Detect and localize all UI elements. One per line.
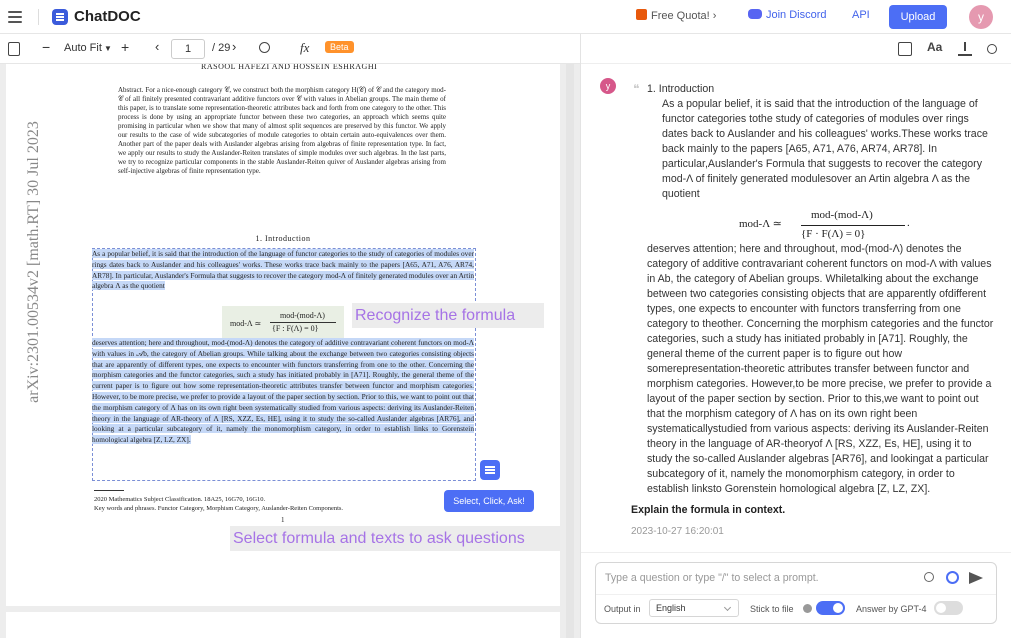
join-discord-link[interactable]: [748, 9, 827, 21]
language-select[interactable]: English: [649, 599, 739, 617]
user-avatar[interactable]: y: [969, 5, 993, 29]
pdf-next-page[interactable]: [6, 612, 560, 638]
beta-badge: Beta: [325, 41, 354, 53]
page-input[interactable]: 1: [171, 39, 205, 59]
quoted-text-1: [647, 82, 993, 202]
para1-text: As a popular belief, it is said that the introduction of the language of functor categories to the study of categories of modules over rings dates back to Auslander and his colleagues' works. These works trace back mainly to the papers [A65, A71, A76, AR74, AR78]. In particular, Auslander's Formula that suggests to recover the category mod-Λ of finitely generated modules over an Artin algebra Λ as the quotient: [92, 249, 474, 291]
zoom-select[interactable]: Auto Fit: [64, 42, 102, 54]
highlighted-paragraph-1[interactable]: [92, 249, 474, 303]
recognize-formula-callout: Recognize the formula: [352, 303, 544, 328]
gpt4-toggle[interactable]: [934, 601, 963, 615]
gear-icon[interactable]: [946, 571, 959, 584]
divider: [38, 9, 39, 25]
chatdoc-logo-icon: [52, 9, 68, 25]
ask-chat-icon[interactable]: [480, 460, 500, 480]
math-numerator: mod-(mod-Λ): [811, 209, 873, 221]
pdf-viewer[interactable]: [0, 64, 580, 638]
upload-button[interactable]: Upload: [889, 5, 947, 29]
message-timestamp: 2023-10-27 16:20:01: [631, 526, 724, 537]
pdf-page[interactable]: [6, 64, 560, 606]
arxiv-stamp-text: arXiv:2301.00534v2 [math.RT] 30 Jul 2023: [25, 121, 42, 403]
app-name: ChatDOC: [74, 8, 141, 25]
chat-divider: [581, 552, 1011, 553]
math-fraction-bar: [801, 225, 905, 226]
input-divider: [596, 594, 996, 595]
footnote-rule: [94, 490, 124, 491]
quote-icon: ❝: [633, 82, 640, 96]
formula-denominator: {F : F(Λ) = 0}: [272, 324, 319, 333]
authors: RASOOL HAFEZI AND HOSSEIN ESHRAGHI: [201, 64, 378, 71]
chat-panel[interactable]: [581, 64, 1011, 542]
footnote-msc: 2020 Mathematics Subject Classification. 18A25, 16G70, 16G10.: [94, 496, 266, 503]
stick-to-file-toggle[interactable]: [816, 601, 845, 615]
font-size-icon[interactable]: Aa: [927, 40, 943, 54]
para2-text: deserves attention; here and throughout, mod-(mod-Λ) denotes the category of additive contravariant coherent functors on mod-Λ with values in 𝒜b, the category of Abelian groups. While talking about the exchange between two categories consisting objects that are apparently of different types, one expects to encounter with functors transferring from one to the other. Concerning the morphism categories and the functor categories, such a study has initiated probably in [A71]. Roughly, the general theme of the current paper is to figure out how some representation-theoretic attributes transfer between functor and morphism categories. However, to be more precise, we prefer to provide a layout of the paper section by section. Prior to this, we want to point out that the morphism category of Λ has on its own right been systematically studied from various aspects: deriving its Auslander-Reiten theory in the language of AR-theory of Λ [RS, XZZ, Es, HE], using it to study the so-called Auslander algebras [AR76], and looking at a particular subcategory of it, namely the monomorphism category, in order to establish links to Gorenstein homological algebra [Z, LZ, ZX].: [92, 338, 474, 445]
pdf-scrollbar[interactable]: [566, 64, 574, 638]
zoom-in-icon[interactable]: +: [121, 39, 130, 55]
info-icon[interactable]: [803, 604, 812, 613]
search-icon[interactable]: [259, 42, 270, 53]
stick-to-file-label: Stick to file: [750, 604, 794, 614]
math-lhs: mod-Λ ≃: [739, 218, 782, 230]
next-page-icon[interactable]: ›: [232, 39, 237, 54]
question-input[interactable]: Type a question or type "/" to select a prompt.: [605, 572, 819, 584]
chat-toolbar: [581, 34, 1011, 64]
download-icon[interactable]: [958, 42, 972, 56]
lightbulb-icon[interactable]: [924, 572, 934, 582]
discord-icon: [748, 9, 762, 19]
question-input-box[interactable]: [595, 562, 997, 624]
page-total: / 29: [212, 42, 231, 54]
menu-icon[interactable]: [8, 11, 22, 23]
quoted-text-2: deserves attention; here and throughout, mod-(mod-Λ) denotes the category of additive contravariant coherent functors on mod-Λ with values in Ab, the category of Abelian groups. Whiletalking about the exchange between two categories consisting objects that are apparently ofdifferent types, one expects to encounter with functors transferring from one category to theother. Concerning the morphism categories and the functor categories, such a study has initiated probably in [A71]. Roughly, the general theme of the current paper is to figure out how somerepresentation-theoretic attributes transfer between functor and morphism categories. However,to be more precise, we prefer to provide a layout of the paper section by section. Prior to this,we want to point out that the morphism category of Λ has on its own right been systematicallystudied from various aspects: deriving its Auslander-Reiten theory in the language of AR-theoryof Λ [RS, XZZ, Es, HE], using it to study the so-called Auslander algebras [AR76], and lookingat a particular subcategory of it, namely the monomorphism category, in order to establish linksto Gorenstein homological algebra [Z, LZ, ZX].: [647, 243, 994, 495]
api-link[interactable]: API: [852, 9, 870, 21]
quote-paragraph-1: As a popular belief, it is said that the introduction of the language of functor categories tothe study of categories of modules over rings dates back to Auslander and his colleagues' works.These works trace back mainly to the papers [A65, A71, A76, AR74, AR78]. In particular,Auslander's Formula that suggests to recover the category mod-Λ of finitely generated modulesover an Artin algebra Λ as the quotient: [662, 98, 988, 200]
join-discord-label: Join Discord: [766, 9, 827, 21]
user-prompt: Explain the formula in context.: [631, 504, 786, 516]
zoom-out-icon[interactable]: −: [42, 39, 51, 55]
pdf-toolbar: [0, 34, 580, 64]
formula-region[interactable]: [222, 306, 344, 340]
gift-icon: [636, 9, 647, 20]
fraction-bar: [270, 322, 336, 323]
free-quota-label: Free Quota!: [651, 10, 710, 22]
chevron-down-icon[interactable]: ▼: [104, 44, 112, 53]
section-title: 1. Introduction: [255, 234, 311, 243]
formula-lhs: mod-Λ ≃: [230, 319, 262, 328]
formula-fx-icon[interactable]: fx: [300, 40, 310, 55]
share-icon[interactable]: [987, 44, 997, 54]
quote-heading: 1. Introduction: [647, 83, 715, 95]
chat-user-avatar: y: [600, 78, 616, 94]
send-icon[interactable]: [969, 572, 983, 584]
gpt4-label: Answer by GPT-4: [856, 604, 927, 614]
top-bar: [0, 0, 1011, 34]
footnote: [94, 490, 439, 513]
output-in-label: Output in: [604, 604, 641, 614]
math-denominator: {F · F(Λ) = 0}: [801, 228, 866, 240]
prev-page-icon[interactable]: ‹: [155, 39, 160, 54]
math-period: .: [907, 217, 910, 229]
footnote-keywords: Key words and phrases. Functor Category, Morphism Category, Auslander-Reiten Components.: [94, 505, 344, 512]
document-icon[interactable]: [8, 42, 20, 56]
page-number: 1: [281, 516, 285, 524]
highlighted-paragraph-2[interactable]: [92, 338, 474, 478]
select-click-ask-button[interactable]: Select, Click, Ask!: [444, 490, 534, 512]
book-icon[interactable]: [898, 42, 912, 56]
select-formula-callout: Select formula and texts to ask questions: [230, 526, 560, 551]
abstract: Abstract. For a nice-enough category 𝒞, we construct both the morphism category H(𝒞) of 𝒞 and the category mod-𝒞 of all finitely presented contravariant additive functors over 𝒞 with values in Abelian groups. The main theme of this paper, is to translate some representation-theoretic attributes back and forth from one category to the other. This process is done by using an appropriate functor between these two categories, an approach which seems quite promising in particular when we show that many of almost split sequences are preserved by this functor. We apply our results to the case of wide subcategories of module categories to obtain certain auto-equivalences over them. Another part of the paper deals with Auslander algebras arising from algebras of finite representation type. In fact, we apply our results to study the Auslander-Reiten translates of simple modules over such algebras. In the last parts, we try to recognize particular components in the stable Auslander-Reiten quiver of Auslander algebras arising from self-injective algebras of finite representation type.: [118, 86, 446, 175]
arxiv-stamp: [20, 72, 48, 452]
free-quota-link[interactable]: Free Quota! ›: [636, 9, 716, 22]
formula-numerator: mod-(mod-Λ): [280, 311, 325, 320]
